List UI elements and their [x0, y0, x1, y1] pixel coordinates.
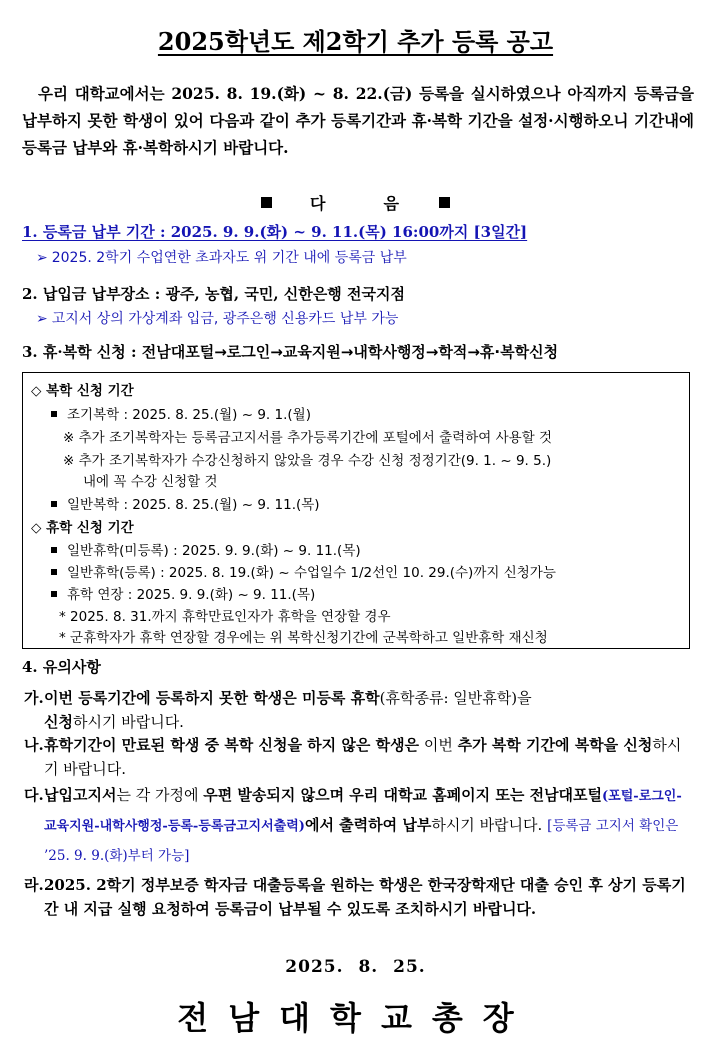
arrow-icon: ➢ [36, 311, 48, 327]
dahum-heading: 다 음 [0, 191, 711, 214]
section-2-sub: ➢ 고지서 상의 가상계좌 입금, 광주은행 신용카드 납부 가능 [36, 311, 399, 327]
note-ga: 가. 이번 등록기간에 등록하지 못한 학생은 미등록 휴학(휴학종류: 일반휴학)을 신청하시기 바랍니다. [24, 689, 532, 731]
leave-registered: 일반휴학(등록) : 2025. 8. 19.(화) ~ 수업일수 1/2선인 10. 29.(수)까지 신청가능 [51, 561, 556, 581]
bullet-icon [51, 411, 57, 417]
early-note-1: ※ 추가 조기복학자는 등록금고지서를 추가등록기간에 포털에서 출력하여 사용할 것 [63, 430, 553, 446]
square-bullet-icon [261, 197, 272, 208]
note-da: 다. 납입고지서는 각 가정에 우편 발송되지 않으며 우리 대학교 홈페이지 또는 전남대포털(포털-로그인-교육지원-내학사행정-등록-등록금고지서출력)에서 출력하여 납부하시기 바랍니다. [등록금 고지서 확인은 ’25. 9. 9.(화)부터 가능] [24, 786, 682, 864]
page-title: 2025학년도 제2학기 추가 등록 공고 [157, 27, 554, 56]
general-return: 일반복학 : 2025. 8. 25.(월) ~ 9. 11.(목) [51, 493, 320, 513]
leave-unregistered: 일반휴학(미등록) : 2025. 9. 9.(화) ~ 9. 11.(목) [51, 539, 361, 559]
intro-paragraph: 우리 대학교에서는 2025. 8. 19.(화) ~ 8. 22.(금) 등록을 실시하였으나 아직까지 등록금을 납부하지 못한 학생이 있어 다음과 같이 추가 등록기간과 휴·복학 기간을 설정·시행하오니 기간내에 등록금 납부와 휴·복학하시기 바랍니다. [22, 84, 694, 157]
schedule-box [22, 372, 690, 649]
star-note-2: * 군휴학자가 휴학 연장할 경우에는 위 복학신청기간에 군복학하고 일반휴학 재신청 [59, 630, 548, 646]
leave-extension: 휴학 연장 : 2025. 9. 9.(화) ~ 9. 11.(목) [51, 583, 315, 603]
bullet-icon [51, 547, 57, 553]
note-na: 나. 휴학기간이 만료된 학생 중 복학 신청을 하지 않은 학생은 이번 추가 복학 기간에 복학을 신청하시기 바랍니다. [24, 736, 682, 778]
note-ra: 라. 2025. 2학기 정부보증 학자금 대출등록을 원하는 학생은 한국장학재단 대출 승인 후 상기 등록기간 내 지급 실행 요청하여 등록금이 납부될 수 있도록 조치하시기 바랍니다. [24, 876, 686, 918]
star-note-1: * 2025. 8. 31.까지 휴학만료인자가 휴학을 연장할 경우 [59, 609, 391, 625]
notice-date: 2025. 8. 25. [285, 957, 426, 977]
section-1-sub: ➢ 2025. 2학기 수업연한 초과자도 위 기간 내에 등록금 납부 [36, 250, 407, 266]
square-bullet-icon [439, 197, 450, 208]
leave-heading: ◇ 휴학 신청 기간 [31, 520, 134, 536]
arrow-icon: ➢ [36, 250, 48, 266]
early-note-2a: ※ 추가 조기복학자가 수강신청하지 않았을 경우 수강 신청 정정기간(9. 1. ~ 9. 5.) [63, 453, 552, 469]
bullet-icon [51, 569, 57, 575]
notes-heading: 4. 유의사항 [22, 658, 101, 676]
section-2-heading: 2. 납입금 납부장소 : 광주, 농협, 국민, 신한은행 전국지점 [22, 285, 405, 303]
early-note-2b: 내에 꼭 수강 신청할 것 [83, 474, 218, 490]
early-return: 조기복학 : 2025. 8. 25.(월) ~ 9. 1.(월) [51, 403, 311, 423]
return-heading: ◇ 복학 신청 기간 [31, 383, 134, 399]
bullet-icon [51, 501, 57, 507]
section-1-heading: 1. 등록금 납부 기간 : 2025. 9. 9.(화) ~ 9. 11.(목) 16:00까지 [3일간] [22, 223, 528, 241]
bullet-icon [51, 591, 57, 597]
section-3-heading: 3. 휴·복학 신청 : 전남대포털→로그인→교육지원→내학사행정→학적→휴·복학신청 [22, 343, 559, 361]
signature: 전남대학교총장 [177, 999, 534, 1037]
